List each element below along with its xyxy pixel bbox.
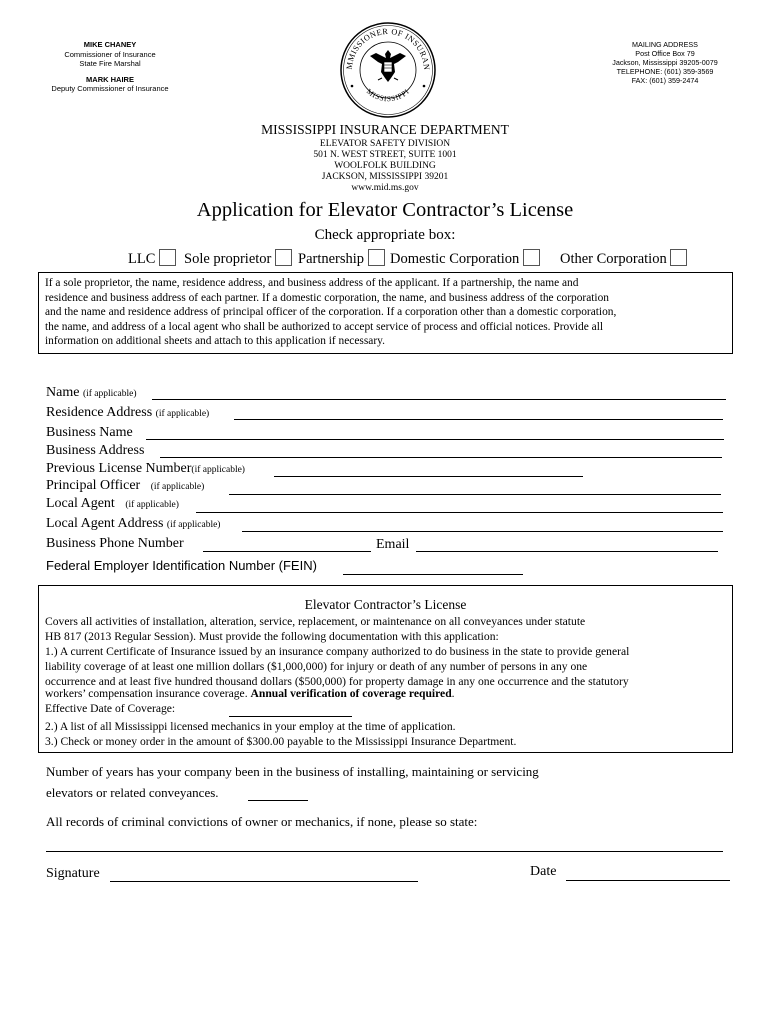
header-left-block (30, 40, 190, 94)
department-street: 501 N. WEST STREET, SUITE 1001 (313, 150, 457, 160)
residence-address-note: (if applicable) (155, 409, 210, 419)
criminal-records-text: All records of criminal convictions of owner or mechanics, if none, please so state: (46, 814, 478, 829)
business-address-label: Business Address (46, 443, 145, 458)
instructions-line: the name, and address of a local agent who shall be authorized to accept service of process and official notices. Provide all (45, 320, 604, 333)
period: . (451, 687, 455, 700)
principal-officer-field[interactable] (229, 494, 721, 495)
effective-date-field[interactable] (229, 716, 352, 717)
eagle-icon (370, 50, 406, 82)
commissioner-title: Commissioner of Insurance (64, 49, 156, 59)
svg-text:MISSISSIPPI (365, 87, 411, 104)
previous-license-label-text: Previous License Number (46, 461, 192, 476)
local-agent-label-text: Local Agent (46, 496, 115, 511)
name-label (46, 385, 136, 401)
seal-inner-text: MISSISSIPPI (364, 86, 412, 104)
requirement-mechanics-list: 2.) A list of all Mississippi licensed mechanics in your employ at the time of application. (45, 720, 456, 733)
option-llc (128, 249, 176, 268)
mailing-city: Jackson, Mississippi 39205-0079 (612, 58, 718, 67)
fein-label: Federal Employer Identification Number (FEIN) (46, 558, 317, 573)
deputy-name: MARK HAIRE (86, 74, 134, 84)
seal-icon (338, 20, 438, 120)
requirement-payment: 3.) Check or money order in the amount of $300.00 payable to the Mississippi Insurance Department. (45, 735, 517, 748)
deputy-title: Deputy Commissioner of Insurance (51, 84, 169, 93)
annual-verification-note: Annual verification of coverage required (250, 687, 452, 700)
option-domestic-corporation-label: Domestic Corporation (390, 251, 520, 267)
signature-label: Signature (46, 866, 100, 881)
option-sole-proprietor-label: Sole proprietor (184, 251, 272, 267)
option-partnership-label: Partnership (298, 251, 365, 267)
date-field[interactable] (566, 880, 730, 881)
instructions-line: If a sole proprietor, the name, residence address, and business address of the applicant. If a partnership, the name and (45, 277, 579, 289)
criminal-records-field[interactable] (46, 851, 723, 852)
requirement-insurance-cont: liability coverage of at least one million dollars ($1,000,000) for injury or death of any number of persons in any one (45, 660, 588, 673)
option-other-corporation (560, 249, 687, 268)
principal-officer-label-text: Principal Officer (46, 478, 141, 493)
residence-address-label (46, 405, 209, 421)
email-label: Email (376, 537, 410, 552)
po-box: Post Office Box 79 (635, 49, 695, 58)
requirement-insurance: 1.) A current Certificate of Insurance issued by an insurance company authorized to do business in the state to provide general (45, 645, 630, 658)
option-partnership (298, 249, 385, 268)
requirement-workers-comp (45, 687, 455, 700)
license-requirements-box (38, 585, 733, 753)
previous-license-note: (if applicable) (191, 465, 245, 475)
fire-marshal-title: State Fire Marshal (79, 59, 141, 68)
license-statute-text: HB 817 (2013 Regular Session). Must provide the following documentation with this application: (45, 630, 499, 643)
previous-license-field[interactable] (274, 476, 583, 477)
business-address-field[interactable] (160, 457, 722, 458)
check-box-instruction: Check appropriate box: (314, 227, 456, 243)
name-note: (if applicable) (82, 389, 137, 399)
instructions-line: information on additional sheets and attach to this application if necessary. (45, 335, 385, 347)
option-other-corporation-label: Other Corporation (560, 251, 667, 267)
local-agent-note: (if applicable) (125, 500, 179, 510)
department-seal (338, 20, 438, 120)
local-agent-address-label (46, 516, 220, 532)
department-city: JACKSON, MISSISSIPPI 39201 (321, 172, 449, 182)
license-coverage-text: Covers all activities of installation, alteration, service, replacement, or maintenance on all conveyances under statute (45, 615, 586, 628)
form-title: Application for Elevator Contractor’s License (196, 199, 574, 221)
date-label: Date (530, 864, 557, 879)
effective-date-label: Effective Date of Coverage: (45, 702, 176, 715)
signature-field[interactable] (110, 881, 418, 882)
llc-checkbox[interactable] (159, 249, 176, 266)
years-in-business-text: Number of years has your company been in the business of installing, maintaining or servicing (46, 764, 539, 779)
department-website: www.mid.ms.gov (351, 183, 419, 193)
telephone: TELEPHONE: (601) 359-3569 (616, 67, 714, 76)
email-field[interactable] (416, 551, 718, 552)
local-agent-address-field[interactable] (242, 531, 723, 532)
sole-proprietor-checkbox[interactable] (275, 249, 292, 266)
name-field[interactable] (152, 399, 726, 400)
workers-comp-text: workers’ compensation insurance coverage. (45, 687, 251, 700)
commissioner-name: MIKE CHANEY (83, 40, 137, 49)
local-agent-address-label-text: Local Agent Address (46, 516, 164, 531)
department-name: MISSISSIPPI INSURANCE DEPARTMENT (261, 122, 509, 137)
division-name: ELEVATOR SAFETY DIVISION (319, 139, 451, 149)
fein-field[interactable] (343, 574, 523, 575)
local-agent-label (46, 496, 179, 512)
domestic-corporation-checkbox[interactable] (523, 249, 540, 266)
department-building: WOOLFOLK BUILDING (334, 161, 436, 171)
business-phone-label: Business Phone Number (46, 536, 184, 551)
instructions-box (38, 272, 733, 354)
header-right-block (585, 40, 745, 85)
option-sole-proprietor (184, 249, 292, 268)
business-phone-field[interactable] (203, 551, 371, 552)
years-in-business-field[interactable] (248, 800, 308, 801)
previous-license-label (46, 461, 245, 477)
name-label-text: Name (46, 385, 80, 400)
instructions-line: and the name and residence address of principal officer of the corporation. If a corporation other than a domestic corporation, (45, 306, 617, 318)
residence-address-label-text: Residence Address (46, 405, 153, 420)
local-agent-field[interactable] (196, 512, 723, 513)
option-llc-label: LLC (128, 251, 156, 267)
requirement-insurance-cont: occurrence and at least five hundred thousand dollars ($500,000) for property damage in any one occurrence and the statutory (45, 675, 629, 688)
instructions-line: residence and business address of each partner. If a domestic corporation, the name, and business address of the corporation (45, 291, 609, 304)
years-in-business-text-cont: elevators or related conveyances. (46, 785, 219, 800)
residence-address-field[interactable] (234, 419, 723, 420)
business-name-label: Business Name (46, 425, 133, 440)
license-box-title: Elevator Contractor’s License (304, 597, 467, 612)
partnership-checkbox[interactable] (368, 249, 385, 266)
seal-outer-text: MMISSIONER OF INSURAN (344, 26, 432, 71)
business-name-field[interactable] (146, 439, 724, 440)
fax: FAX: (601) 359-2474 (631, 76, 699, 85)
principal-officer-label (46, 478, 204, 494)
option-domestic-corporation (390, 249, 540, 268)
local-agent-address-note: (if applicable) (166, 520, 221, 530)
principal-officer-note: (if applicable) (150, 482, 205, 492)
mailing-address-label: MAILING ADDRESS (632, 40, 698, 49)
other-corporation-checkbox[interactable] (670, 249, 687, 266)
